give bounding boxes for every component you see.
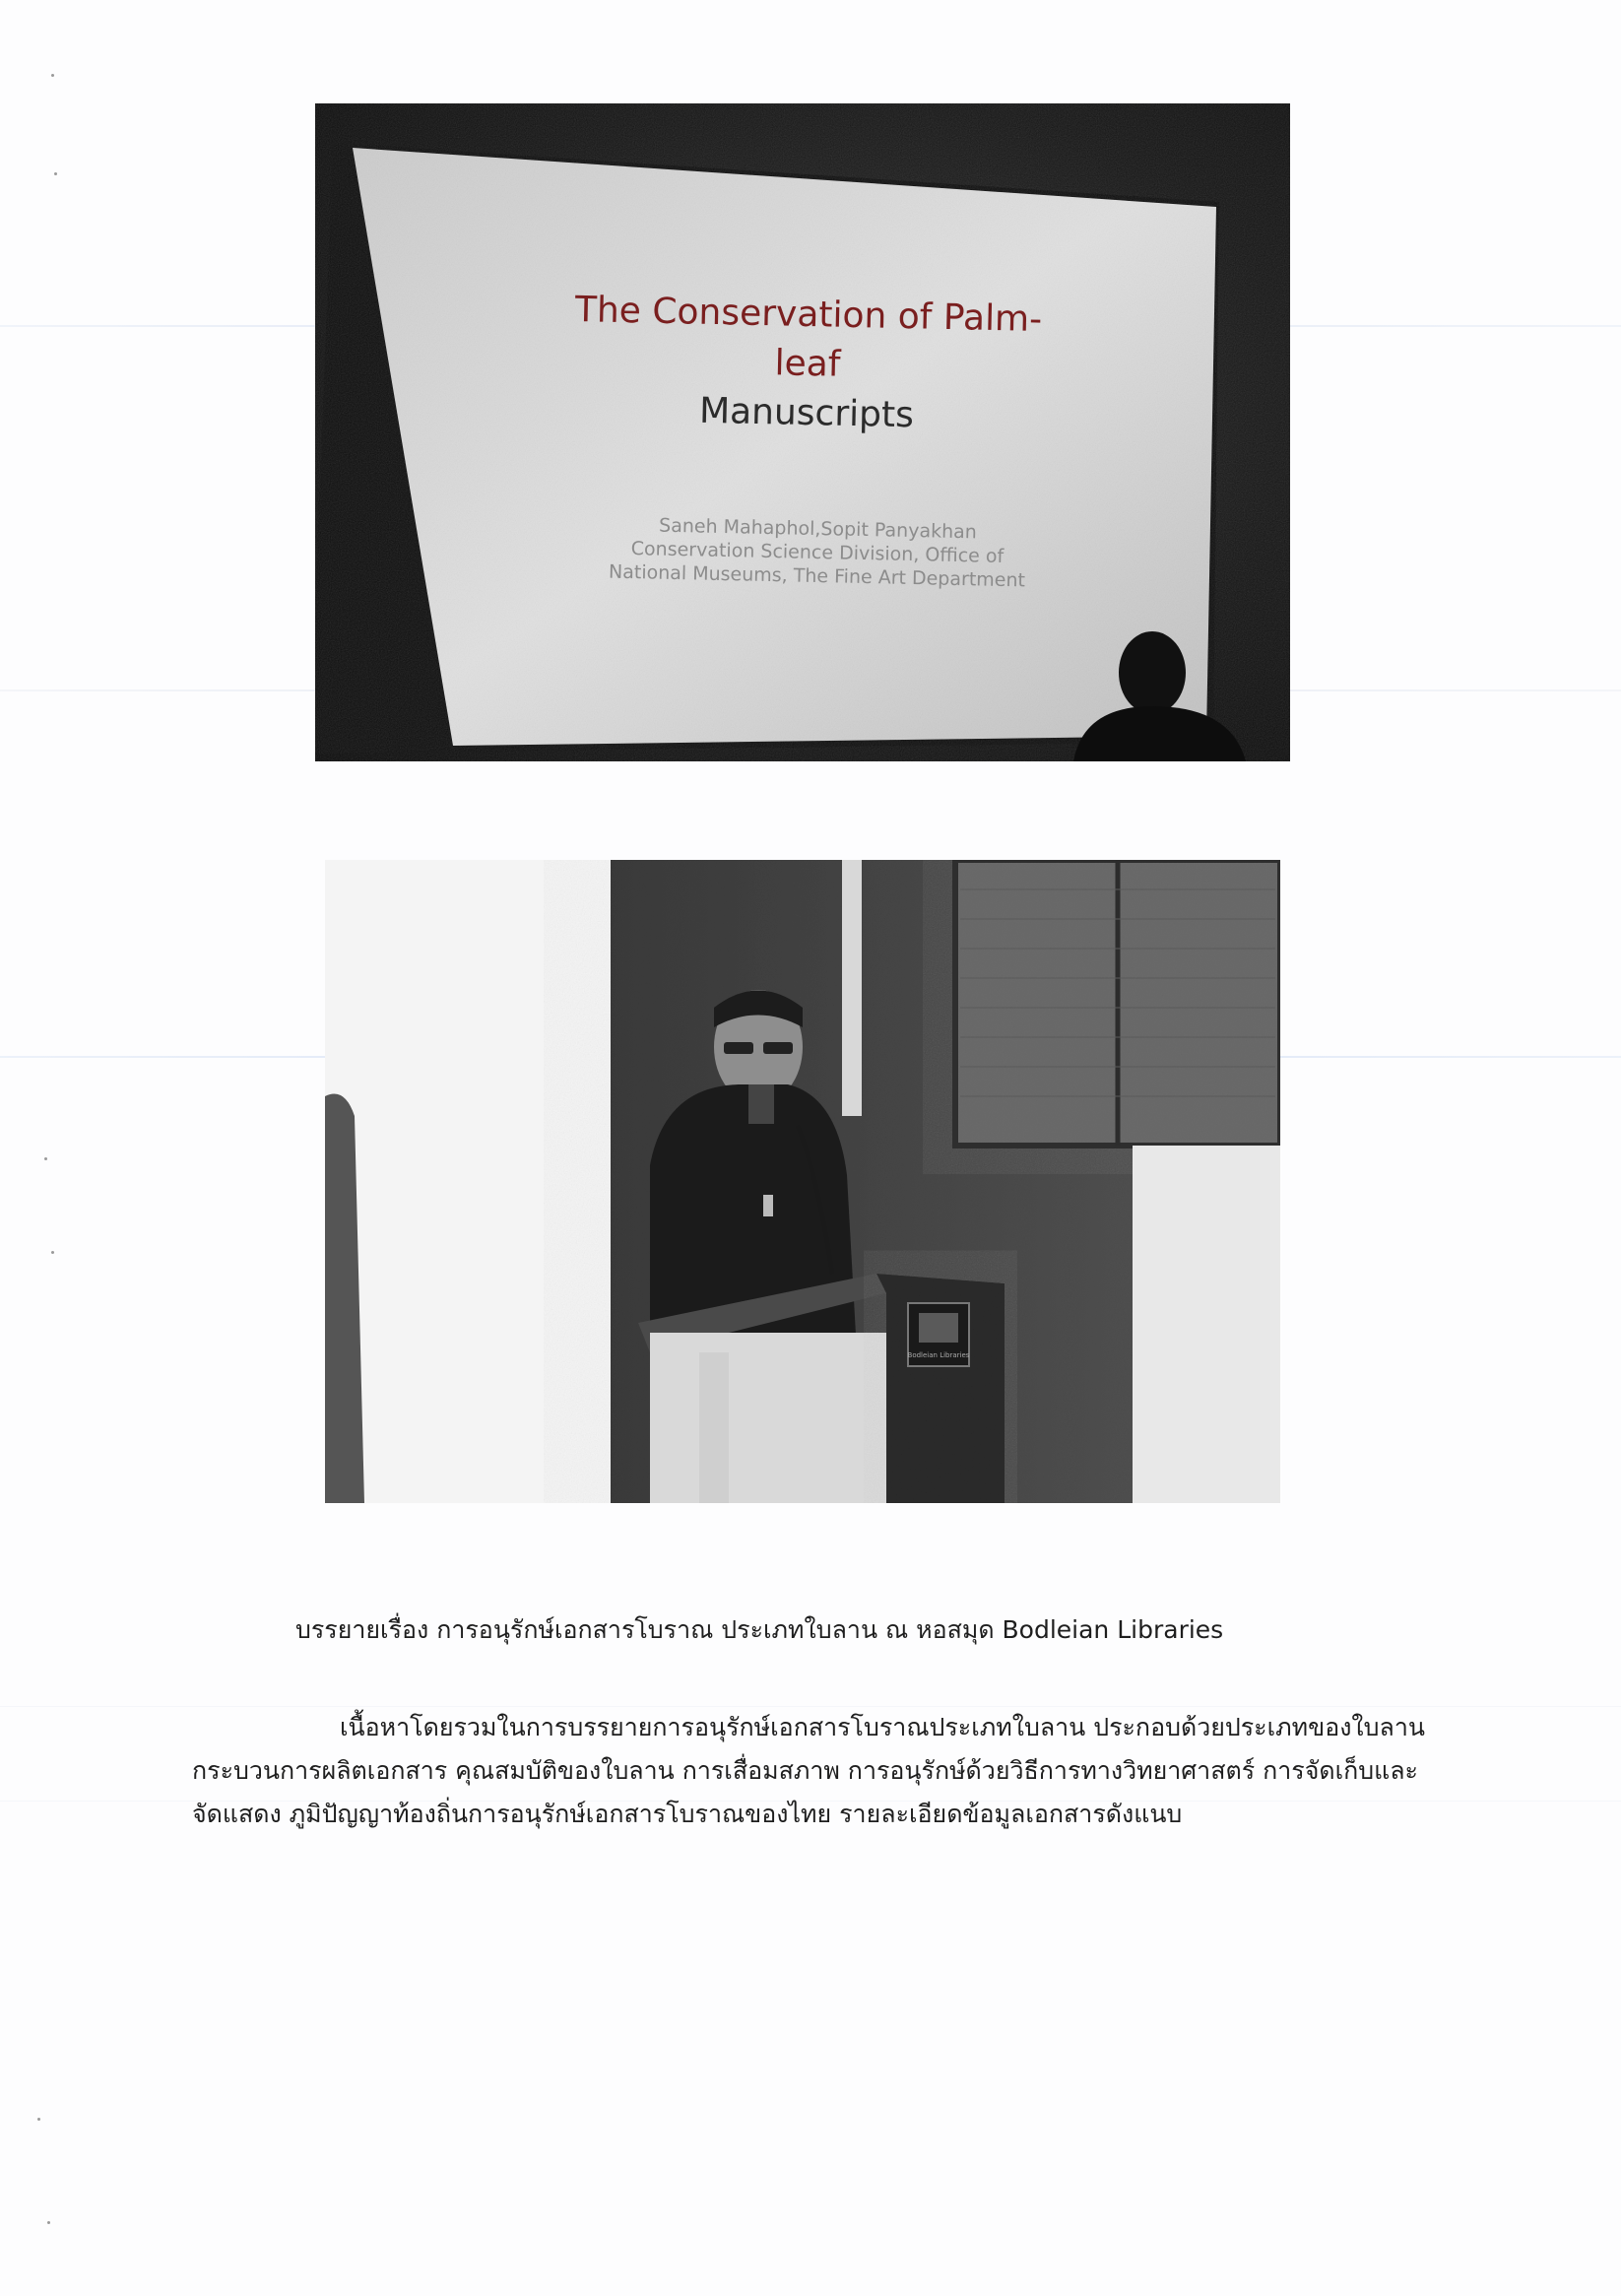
speaker-photo <box>325 860 1280 1503</box>
slide-affiliation-line1: Conservation Science Division, Office of <box>630 538 1005 567</box>
slide-affiliation-line2: National Museums, The Fine Art Department <box>608 560 1026 592</box>
speaker-scene-graphic <box>325 860 1280 1503</box>
slide-title-line1: The Conservation of Palm-leaf <box>574 290 1043 385</box>
slide-title <box>550 286 1065 444</box>
photo-caption: บรรยายเรื่อง การอนุรักษ์เอกสารโบราณ ประเภทใบลาน ณ หอสมุด Bodleian Libraries <box>295 1615 1224 1644</box>
slide-authors: Saneh Mahaphol,Sopit Panyakhan <box>658 514 978 544</box>
slide-title-line2: Manuscripts <box>698 390 915 436</box>
slide-authors-block <box>541 511 1093 594</box>
slide-photo <box>315 103 1290 761</box>
lectern-logo: Bodleian Libraries <box>907 1351 970 1359</box>
body-text <box>192 1706 1433 1836</box>
body-paragraph: เนื้อหาโดยรวมในการบรรยายการอนุรักษ์เอกสารโบราณประเภทใบลาน ประกอบด้วยประเภทของใบลาน กระบวนการผลิตเอกสาร คุณสมบัติของใบลาน การเสื่อมสภาพ การอนุรักษ์ด้วยวิธีการทางวิทยาศาสตร์ การจัดเก็บและจัดแสดง ภูมิปัญญาท้องถิ่นการอนุรักษ์เอกสารโบราณของไทย รายละเอียดข้อมูลเอกสารดังแนบ <box>192 1713 1425 1828</box>
